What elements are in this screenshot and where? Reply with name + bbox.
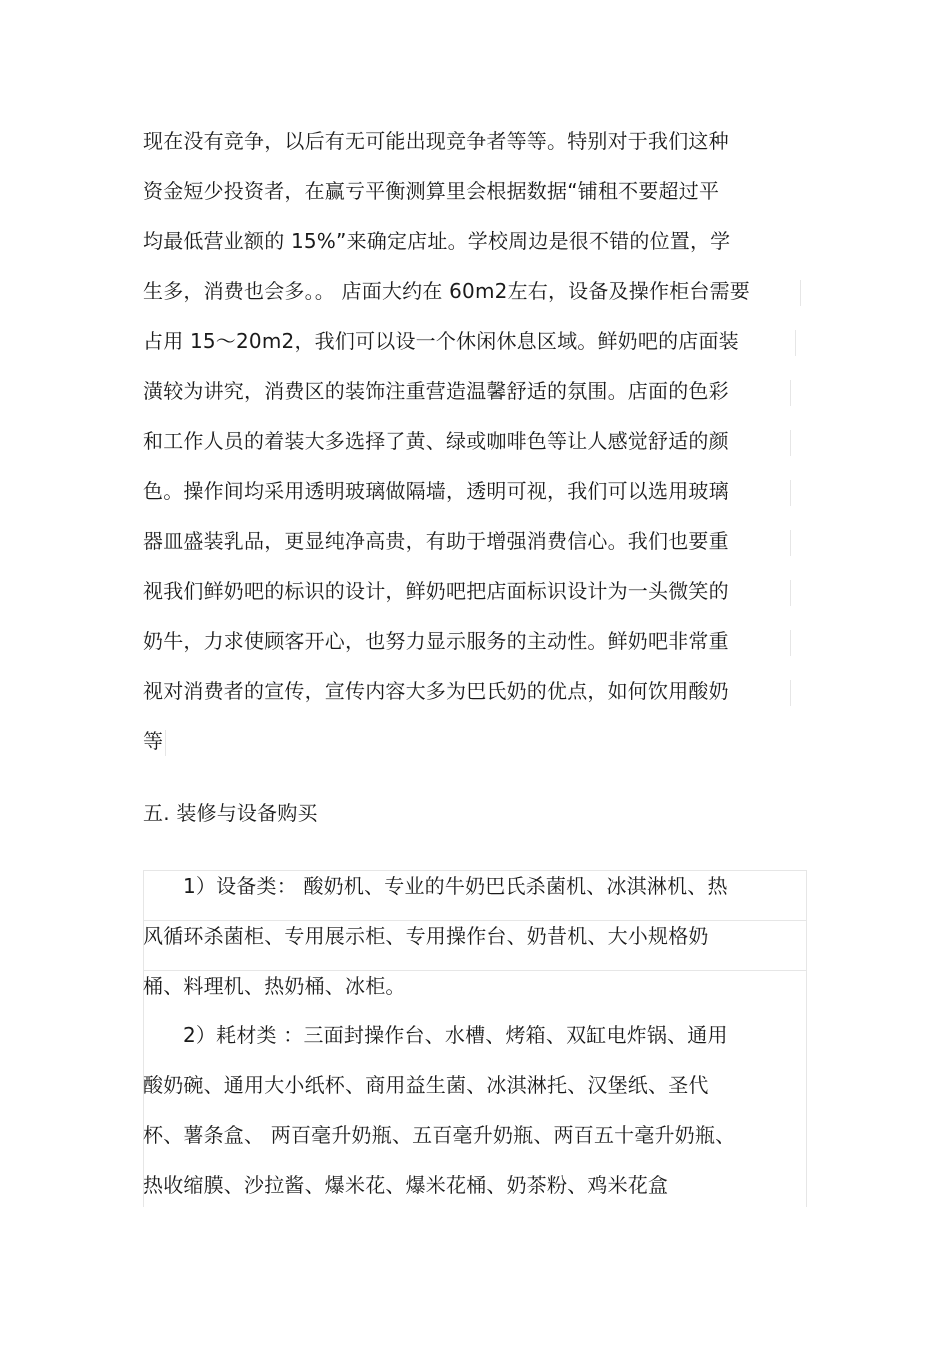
text-line: 酸奶碗、通用大小纸杯、商用益生菌、冰淇淋托、汉堡纸、圣代 xyxy=(143,1073,709,1097)
table-border xyxy=(806,870,807,1207)
cell-border xyxy=(790,580,791,606)
text-line: 热收缩膜、沙拉酱、爆米花、爆米花桶、奶茶粉、鸡米花盒 xyxy=(143,1173,669,1197)
cell-border xyxy=(790,680,791,706)
text-line: 杯、薯条盒、 两百毫升奶瓶、五百毫升奶瓶、两百五十毫升奶瓶、 xyxy=(143,1123,736,1147)
text-line: 生多，消费也会多。。 店面大约在 60m2左右，设备及操作柜台需要 xyxy=(143,279,750,303)
cell-border xyxy=(795,330,796,356)
table-border xyxy=(143,870,144,1207)
cell-border xyxy=(790,430,791,456)
text-line: 风循环杀菌柜、专用展示柜、专用操作台、奶昔机、大小规格奶 xyxy=(143,924,709,948)
text-line: 奶牛，力求使顾客开心，也努力显示服务的主动性。鲜奶吧非常重 xyxy=(143,629,729,653)
text-line: 均最低营业额的 15%”来确定店址。学校周边是很不错的位置，学 xyxy=(143,229,731,253)
cell-border xyxy=(790,530,791,556)
text-line: 视对消费者的宣传，宣传内容大多为巴氏奶的优点，如何饮用酸奶 xyxy=(143,679,729,703)
text-line: 色。操作间均采用透明玻璃做隔墙，透明可视，我们可以选用玻璃 xyxy=(143,479,729,503)
text-line: 现在没有竞争，以后有无可能出现竞争者等等。特别对于我们这种 xyxy=(143,129,729,153)
table-border xyxy=(143,920,807,921)
text-line: 桶、料理机、热奶桶、冰柜。 xyxy=(143,974,406,998)
cell-border xyxy=(800,280,801,306)
cell-border xyxy=(790,480,791,506)
text-line: 等 xyxy=(143,729,164,753)
text-line: 占用 15～20m2，我们可以设一个休闲休息区域。鲜奶吧的店面装 xyxy=(143,329,739,353)
text-line: 潢较为讲究，消费区的装饰注重营造温馨舒适的氛围。店面的色彩 xyxy=(143,379,729,403)
text-line: 和工作人员的着装大多选择了黄、绿或咖啡色等让人感觉舒适的颜 xyxy=(143,429,729,453)
table-border xyxy=(143,870,807,871)
cell-border xyxy=(165,730,166,756)
text-line: 器皿盛装乳品，更显纯净高贵，有助于增强消费信心。我们也要重 xyxy=(143,529,729,553)
cell-border xyxy=(790,380,791,406)
table-border xyxy=(143,970,807,971)
cell-border xyxy=(790,630,791,656)
text-line: 1）设备类： 酸奶机、专业的牛奶巴氏杀菌机、冰淇淋机、热 xyxy=(183,874,728,898)
text-line: 视我们鲜奶吧的标识的设计，鲜奶吧把店面标识设计为一头微笑的 xyxy=(143,579,729,603)
section-heading: 五. 装修与设备购买 xyxy=(143,801,318,825)
text-line: 2）耗材类 ：三面封操作台、水槽、烤箱、双缸电炸锅、通用 xyxy=(183,1023,728,1047)
text-line: 资金短少投资者，在赢亏平衡测算里会根据数据“铺租不要超过平 xyxy=(143,179,720,203)
